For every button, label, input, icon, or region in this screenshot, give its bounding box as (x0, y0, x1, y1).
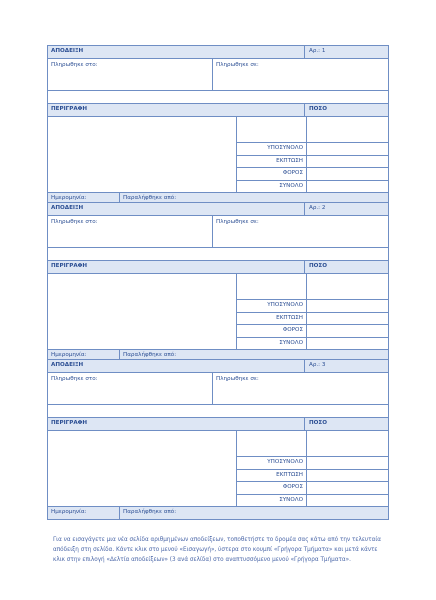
received-by-field[interactable]: Παραλήφθηκε από: (123, 352, 177, 358)
receipt-title: ΑΠΟΔΕΙΞΗ (48, 203, 305, 215)
description-field[interactable] (48, 117, 237, 192)
total-value[interactable] (307, 338, 388, 350)
receipt-1 (47, 45, 389, 206)
receipt-title: ΑΠΟΔΕΙΞΗ (48, 46, 305, 58)
amount-field[interactable] (307, 431, 388, 457)
receipt-2 (47, 202, 389, 363)
description-field[interactable] (48, 431, 237, 506)
total-label: ΣΥΝΟΛΟ (279, 496, 303, 503)
date-field[interactable]: Ημερομηνία: (48, 350, 120, 362)
date-field[interactable]: Ημερομηνία: (48, 193, 120, 205)
subtotal-value[interactable] (307, 300, 388, 313)
subtotal-label: ΥΠΟΣΥΝΟΛΟ (237, 457, 306, 470)
receipt-number[interactable]: Αρ.: 3 (305, 360, 388, 372)
paid-by-field[interactable]: Πληρωθηκε σε: (216, 62, 259, 68)
receipt-3 (47, 359, 389, 520)
amount-field[interactable] (307, 117, 388, 143)
instructions-text: Για να εισαγάγετε μια νέα σελίδα αριθμημένων αποδείξεων, τοποθετήστε το δρομέα σας κάτω από την τελευταία απόδειξη στη σελίδα. Κάντε κλικ στο μενού «Εισαγωγή», ύστερα στο κουμπί «Γρήγορα Τμήματα» και μετά κάντε κλικ στην επιλογή «Δελτία αποδείξεων» (3 ανά σελίδα) στο αναπτυσσόμενο μενού «Γρήγορα Τμήματα». (53, 537, 382, 563)
total-value[interactable] (307, 181, 388, 193)
paid-to-field[interactable]: Πληρωθηκε στο: (48, 373, 213, 404)
amount-field[interactable] (307, 274, 388, 300)
discount-label: ΕΚΠΤΩΣΗ (237, 470, 306, 483)
discount-label: ΕΚΠΤΩΣΗ (237, 313, 306, 326)
tax-label: ΦΟΡΟΣ (237, 325, 306, 338)
spacer-row (48, 248, 388, 261)
tax-value[interactable] (307, 325, 388, 338)
amount-header: ΠΟΣΟ (305, 418, 388, 430)
amount-header: ΠΟΣΟ (305, 261, 388, 273)
discount-label: ΕΚΠΤΩΣΗ (237, 156, 306, 169)
subtotal-label: ΥΠΟΣΥΝΟΛΟ (237, 300, 306, 313)
paid-by-field[interactable]: Πληρωθηκε σε: (216, 376, 259, 382)
paid-by-field[interactable]: Πληρωθηκε σε: (216, 219, 259, 225)
discount-value[interactable] (307, 156, 388, 169)
receipt-number[interactable]: Αρ.: 1 (305, 46, 388, 58)
total-label: ΣΥΝΟΛΟ (279, 339, 303, 346)
spacer-row (48, 405, 388, 418)
tax-label: ΦΟΡΟΣ (237, 482, 306, 495)
paid-to-field[interactable]: Πληρωθηκε στο: (48, 59, 213, 90)
received-by-field[interactable]: Παραλήφθηκε από: (123, 509, 177, 515)
description-header: ΠΕΡΙΓΡΑΦΗ (48, 418, 305, 430)
amount-header: ΠΟΣΟ (305, 104, 388, 116)
receipt-number[interactable]: Αρ.: 2 (305, 203, 388, 215)
date-field[interactable]: Ημερομηνία: (48, 507, 120, 519)
receipt-title: ΑΠΟΔΕΙΞΗ (48, 360, 305, 372)
description-field[interactable] (48, 274, 237, 349)
description-header: ΠΕΡΙΓΡΑΦΗ (48, 104, 305, 116)
description-header: ΠΕΡΙΓΡΑΦΗ (48, 261, 305, 273)
subtotal-label: ΥΠΟΣΥΝΟΛΟ (237, 143, 306, 156)
received-by-field[interactable]: Παραλήφθηκε από: (123, 195, 177, 201)
tax-label: ΦΟΡΟΣ (237, 168, 306, 181)
tax-value[interactable] (307, 482, 388, 495)
total-value[interactable] (307, 495, 388, 507)
subtotal-value[interactable] (307, 143, 388, 156)
discount-value[interactable] (307, 470, 388, 483)
discount-value[interactable] (307, 313, 388, 326)
subtotal-value[interactable] (307, 457, 388, 470)
paid-to-field[interactable]: Πληρωθηκε στο: (48, 216, 213, 247)
spacer-row (48, 91, 388, 104)
tax-value[interactable] (307, 168, 388, 181)
total-label: ΣΥΝΟΛΟ (279, 182, 303, 189)
